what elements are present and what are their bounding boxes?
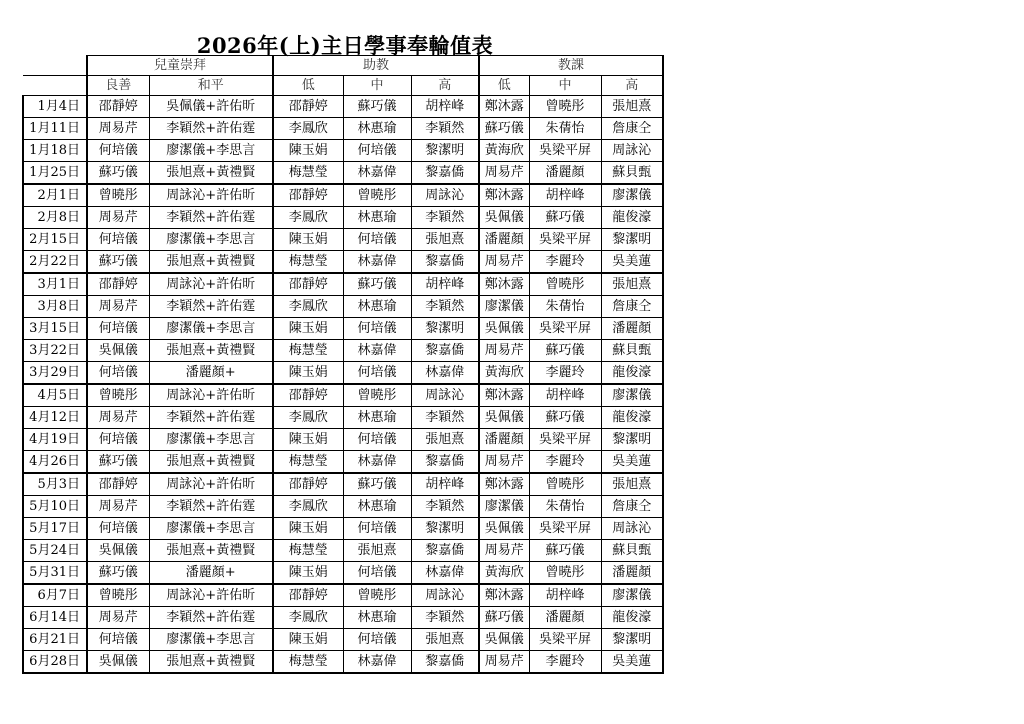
duty-cell: 廖潔儀+李思言 bbox=[149, 140, 273, 162]
duty-cell: 李穎然 bbox=[411, 496, 479, 518]
duty-cell: 林嘉偉 bbox=[343, 340, 411, 362]
duty-cell: 曾曉彤 bbox=[529, 562, 601, 585]
duty-cell: 潘麗顏 bbox=[529, 162, 601, 185]
duty-cell: 李穎然+許佑霆 bbox=[149, 407, 273, 429]
duty-cell: 吳美蓮 bbox=[601, 251, 663, 274]
duty-cell: 廖潔儀+李思言 bbox=[149, 229, 273, 251]
duty-cell: 龍俊濠 bbox=[601, 607, 663, 629]
table-row bbox=[23, 162, 663, 185]
duty-cell: 鄭沐露 bbox=[479, 384, 529, 407]
table-row bbox=[23, 496, 663, 518]
table-row bbox=[23, 451, 663, 474]
duty-cell: 林惠瑜 bbox=[343, 296, 411, 318]
duty-cell: 鄭沐露 bbox=[479, 473, 529, 496]
duty-cell: 梅慧瑩 bbox=[273, 251, 343, 274]
duty-cell: 朱蒨怡 bbox=[529, 118, 601, 140]
table-row bbox=[23, 429, 663, 451]
duty-cell: 何培儀 bbox=[87, 629, 149, 651]
duty-cell: 吳佩儀 bbox=[87, 651, 149, 674]
duty-cell: 蘇巧儀 bbox=[343, 273, 411, 296]
table-row bbox=[23, 118, 663, 140]
duty-cell: 潘麗顏 bbox=[601, 318, 663, 340]
duty-cell: 何培儀 bbox=[87, 362, 149, 385]
duty-cell: 邵靜婷 bbox=[273, 184, 343, 207]
header-sub-row bbox=[23, 76, 663, 96]
sub-header: 良善 bbox=[87, 76, 149, 96]
duty-cell: 李麗玲 bbox=[529, 451, 601, 474]
duty-cell: 胡梓峰 bbox=[411, 273, 479, 296]
table-row bbox=[23, 473, 663, 496]
date-cell: 1月18日 bbox=[23, 140, 87, 162]
duty-cell: 林嘉偉 bbox=[343, 651, 411, 674]
duty-cell: 吳美蓮 bbox=[601, 451, 663, 474]
duty-cell: 林嘉偉 bbox=[343, 251, 411, 274]
duty-cell: 邵靜婷 bbox=[87, 273, 149, 296]
duty-cell: 林惠瑜 bbox=[343, 207, 411, 229]
duty-cell: 蘇巧儀 bbox=[87, 162, 149, 185]
duty-cell: 曾曉彤 bbox=[343, 184, 411, 207]
duty-cell: 詹康仝 bbox=[601, 496, 663, 518]
table-row bbox=[23, 629, 663, 651]
duty-cell: 朱蒨怡 bbox=[529, 296, 601, 318]
duty-cell: 吳佩儀 bbox=[479, 318, 529, 340]
page-title: 2026年(上)主日學事奉輪值表 bbox=[196, 33, 494, 58]
duty-cell: 周易芹 bbox=[479, 451, 529, 474]
duty-cell: 梅慧瑩 bbox=[273, 340, 343, 362]
duty-cell: 張旭熹+黃禮賢 bbox=[149, 162, 273, 185]
duty-cell: 李穎然+許佑霆 bbox=[149, 118, 273, 140]
table-row bbox=[23, 340, 663, 362]
duty-cell: 鄭沐露 bbox=[479, 184, 529, 207]
duty-cell: 龍俊濠 bbox=[601, 207, 663, 229]
date-cell: 2月8日 bbox=[23, 207, 87, 229]
duty-cell: 胡梓峰 bbox=[411, 473, 479, 496]
duty-cell: 曾曉彤 bbox=[87, 184, 149, 207]
table-row bbox=[23, 318, 663, 340]
duty-cell: 廖潔儀 bbox=[479, 496, 529, 518]
duty-cell: 黎潔明 bbox=[601, 629, 663, 651]
duty-cell: 蘇貝甄 bbox=[601, 540, 663, 562]
duty-cell: 林嘉偉 bbox=[411, 562, 479, 585]
duty-cell: 梅慧瑩 bbox=[273, 540, 343, 562]
duty-cell: 張旭熹 bbox=[601, 96, 663, 118]
date-cell: 6月21日 bbox=[23, 629, 87, 651]
duty-cell: 張旭熹+黃禮賢 bbox=[149, 451, 273, 474]
duty-cell: 周詠沁+許佑昕 bbox=[149, 184, 273, 207]
duty-cell: 廖潔儀 bbox=[601, 584, 663, 607]
duty-cell: 黎潔明 bbox=[601, 429, 663, 451]
duty-cell: 周詠沁+許佑昕 bbox=[149, 273, 273, 296]
duty-cell: 李穎然+許佑霆 bbox=[149, 496, 273, 518]
table-row bbox=[23, 584, 663, 607]
duty-cell: 黎嘉僑 bbox=[411, 451, 479, 474]
duty-cell: 詹康仝 bbox=[601, 118, 663, 140]
duty-cell: 黎潔明 bbox=[411, 140, 479, 162]
duty-cell: 蘇巧儀 bbox=[343, 96, 411, 118]
duty-cell: 邵靜婷 bbox=[87, 96, 149, 118]
duty-cell: 吳佩儀+許佑昕 bbox=[149, 96, 273, 118]
duty-cell: 梅慧瑩 bbox=[273, 651, 343, 674]
duty-cell: 蘇巧儀 bbox=[479, 118, 529, 140]
duty-cell: 廖潔儀+李思言 bbox=[149, 629, 273, 651]
duty-cell: 李穎然 bbox=[411, 407, 479, 429]
sub-header: 中 bbox=[529, 76, 601, 96]
duty-cell: 曾曉彤 bbox=[87, 584, 149, 607]
duty-cell: 吳梁平屏 bbox=[529, 429, 601, 451]
duty-cell: 廖潔儀 bbox=[601, 384, 663, 407]
duty-cell: 蘇巧儀 bbox=[87, 451, 149, 474]
duty-cell: 邵靜婷 bbox=[273, 584, 343, 607]
date-cell: 1月25日 bbox=[23, 162, 87, 185]
duty-cell: 張旭熹 bbox=[601, 273, 663, 296]
duty-cell: 梅慧瑩 bbox=[273, 162, 343, 185]
duty-cell: 周詠沁+許佑昕 bbox=[149, 473, 273, 496]
duty-cell: 廖潔儀+李思言 bbox=[149, 429, 273, 451]
duty-cell: 陳玉娟 bbox=[273, 140, 343, 162]
duty-cell: 李鳳欣 bbox=[273, 496, 343, 518]
duty-cell: 何培儀 bbox=[343, 140, 411, 162]
table-row bbox=[23, 607, 663, 629]
duty-cell: 吳佩儀 bbox=[87, 340, 149, 362]
duty-cell: 何培儀 bbox=[343, 362, 411, 385]
duty-cell: 周詠沁+許佑昕 bbox=[149, 384, 273, 407]
duty-cell: 詹康仝 bbox=[601, 296, 663, 318]
date-cell: 6月28日 bbox=[23, 651, 87, 674]
duty-cell: 張旭熹 bbox=[411, 629, 479, 651]
duty-cell: 曾曉彤 bbox=[343, 584, 411, 607]
table-row bbox=[23, 251, 663, 274]
duty-cell: 邵靜婷 bbox=[87, 473, 149, 496]
duty-cell: 黎嘉僑 bbox=[411, 251, 479, 274]
date-cell: 4月12日 bbox=[23, 407, 87, 429]
duty-cell: 林惠瑜 bbox=[343, 407, 411, 429]
duty-cell: 廖潔儀+李思言 bbox=[149, 518, 273, 540]
duty-cell: 何培儀 bbox=[87, 518, 149, 540]
date-cell: 4月26日 bbox=[23, 451, 87, 474]
table-row bbox=[23, 229, 663, 251]
duty-cell: 吳梁平屏 bbox=[529, 518, 601, 540]
duty-cell: 蘇巧儀 bbox=[529, 540, 601, 562]
group-teaching: 教課 bbox=[479, 56, 663, 76]
duty-cell: 黎潔明 bbox=[411, 518, 479, 540]
duty-cell: 李鳳欣 bbox=[273, 607, 343, 629]
duty-cell: 潘麗顏 bbox=[479, 229, 529, 251]
duty-cell: 張旭熹 bbox=[411, 229, 479, 251]
duty-cell: 胡梓峰 bbox=[529, 584, 601, 607]
group-assistant: 助教 bbox=[273, 56, 479, 76]
duty-cell: 陳玉娟 bbox=[273, 229, 343, 251]
duty-cell: 林惠瑜 bbox=[343, 118, 411, 140]
duty-cell: 何培儀 bbox=[343, 429, 411, 451]
duty-cell: 李穎然+許佑霆 bbox=[149, 207, 273, 229]
duty-cell: 何培儀 bbox=[343, 629, 411, 651]
sub-header: 高 bbox=[411, 76, 479, 96]
duty-cell: 周易芹 bbox=[87, 407, 149, 429]
duty-cell: 黃海欣 bbox=[479, 140, 529, 162]
date-cell: 4月19日 bbox=[23, 429, 87, 451]
duty-cell: 黎潔明 bbox=[601, 229, 663, 251]
duty-cell: 何培儀 bbox=[87, 229, 149, 251]
duty-cell: 周易芹 bbox=[87, 607, 149, 629]
duty-cell: 黎潔明 bbox=[411, 318, 479, 340]
duty-cell: 周易芹 bbox=[479, 651, 529, 674]
duty-cell: 黎嘉僑 bbox=[411, 162, 479, 185]
duty-cell: 蘇巧儀 bbox=[343, 473, 411, 496]
duty-cell: 黎嘉僑 bbox=[411, 651, 479, 674]
date-cell: 6月14日 bbox=[23, 607, 87, 629]
duty-cell: 周詠沁 bbox=[411, 384, 479, 407]
date-cell: 5月3日 bbox=[23, 473, 87, 496]
duty-cell: 李鳳欣 bbox=[273, 296, 343, 318]
duty-cell: 蘇巧儀 bbox=[529, 207, 601, 229]
date-cell: 3月22日 bbox=[23, 340, 87, 362]
duty-cell: 龍俊濠 bbox=[601, 407, 663, 429]
duty-cell: 黃海欣 bbox=[479, 362, 529, 385]
duty-cell: 梅慧瑩 bbox=[273, 451, 343, 474]
duty-cell: 曾曉彤 bbox=[529, 273, 601, 296]
duty-cell: 吳梁平屏 bbox=[529, 629, 601, 651]
duty-cell: 何培儀 bbox=[87, 140, 149, 162]
duty-cell: 廖潔儀 bbox=[601, 184, 663, 207]
duty-cell: 吳梁平屏 bbox=[529, 140, 601, 162]
duty-cell: 周詠沁 bbox=[411, 584, 479, 607]
duty-cell: 曾曉彤 bbox=[87, 384, 149, 407]
duty-cell: 周詠沁 bbox=[601, 518, 663, 540]
date-cell: 1月4日 bbox=[23, 96, 87, 118]
duty-cell: 周易芹 bbox=[87, 118, 149, 140]
table-row bbox=[23, 184, 663, 207]
duty-cell: 陳玉娟 bbox=[273, 429, 343, 451]
duty-cell: 潘麗顏+ bbox=[149, 362, 273, 385]
duty-cell: 何培儀 bbox=[87, 429, 149, 451]
duty-cell: 李穎然+許佑霆 bbox=[149, 296, 273, 318]
duty-cell: 蘇巧儀 bbox=[87, 562, 149, 585]
duty-cell: 潘麗顏 bbox=[479, 429, 529, 451]
table-row bbox=[23, 518, 663, 540]
table-row bbox=[23, 562, 663, 585]
duty-cell: 邵靜婷 bbox=[273, 96, 343, 118]
duty-cell: 陳玉娟 bbox=[273, 562, 343, 585]
duty-cell: 李穎然 bbox=[411, 118, 479, 140]
duty-cell: 李穎然 bbox=[411, 207, 479, 229]
duty-cell: 周易芹 bbox=[87, 207, 149, 229]
date-cell: 3月29日 bbox=[23, 362, 87, 385]
duty-cell: 陳玉娟 bbox=[273, 629, 343, 651]
table-row bbox=[23, 96, 663, 118]
table-row bbox=[23, 362, 663, 385]
duty-cell: 周詠沁 bbox=[411, 184, 479, 207]
duty-cell: 周易芹 bbox=[479, 540, 529, 562]
duty-cell: 吳美蓮 bbox=[601, 651, 663, 674]
date-cell: 6月7日 bbox=[23, 584, 87, 607]
table-row bbox=[23, 296, 663, 318]
duty-cell: 胡梓峰 bbox=[529, 184, 601, 207]
table-row bbox=[23, 384, 663, 407]
header-corner bbox=[23, 76, 87, 96]
duty-cell: 張旭熹 bbox=[343, 540, 411, 562]
duty-cell: 吳佩儀 bbox=[479, 207, 529, 229]
duty-cell: 曾曉彤 bbox=[343, 384, 411, 407]
date-cell: 3月8日 bbox=[23, 296, 87, 318]
duty-cell: 胡梓峰 bbox=[411, 96, 479, 118]
table-row bbox=[23, 407, 663, 429]
duty-cell: 蘇巧儀 bbox=[529, 407, 601, 429]
duty-cell: 吳佩儀 bbox=[479, 629, 529, 651]
duty-cell: 張旭熹+黃禮賢 bbox=[149, 251, 273, 274]
duty-cell: 周易芹 bbox=[87, 496, 149, 518]
duty-cell: 張旭熹 bbox=[601, 473, 663, 496]
date-cell: 2月15日 bbox=[23, 229, 87, 251]
duty-cell: 吳佩儀 bbox=[87, 540, 149, 562]
duty-cell: 李鳳欣 bbox=[273, 207, 343, 229]
duty-cell: 李鳳欣 bbox=[273, 118, 343, 140]
duty-cell: 陳玉娟 bbox=[273, 318, 343, 340]
duty-cell: 蘇巧儀 bbox=[479, 607, 529, 629]
duty-cell: 鄭沐露 bbox=[479, 273, 529, 296]
date-cell: 2月22日 bbox=[23, 251, 87, 274]
duty-cell: 林嘉偉 bbox=[343, 451, 411, 474]
duty-cell: 蘇巧儀 bbox=[87, 251, 149, 274]
duty-cell: 陳玉娟 bbox=[273, 362, 343, 385]
duty-cell: 何培儀 bbox=[343, 518, 411, 540]
duty-cell: 周易芹 bbox=[479, 340, 529, 362]
duty-cell: 吳梁平屏 bbox=[529, 318, 601, 340]
duty-cell: 何培儀 bbox=[343, 229, 411, 251]
table-row bbox=[23, 140, 663, 162]
sub-header: 和平 bbox=[149, 76, 273, 96]
duty-cell: 邵靜婷 bbox=[273, 473, 343, 496]
duty-cell: 黃海欣 bbox=[479, 562, 529, 585]
date-cell: 5月17日 bbox=[23, 518, 87, 540]
duty-cell: 林惠瑜 bbox=[343, 607, 411, 629]
duty-cell: 周易芹 bbox=[479, 162, 529, 185]
duty-cell: 吳梁平屏 bbox=[529, 229, 601, 251]
duty-cell: 吳佩儀 bbox=[479, 407, 529, 429]
duty-cell: 曾曉彤 bbox=[529, 96, 601, 118]
duty-cell: 鄭沐露 bbox=[479, 96, 529, 118]
table-row bbox=[23, 540, 663, 562]
duty-roster-table bbox=[22, 55, 664, 674]
duty-cell: 張旭熹 bbox=[411, 429, 479, 451]
sub-header: 低 bbox=[273, 76, 343, 96]
duty-cell: 李鳳欣 bbox=[273, 407, 343, 429]
duty-cell: 潘麗顏 bbox=[529, 607, 601, 629]
duty-cell: 蘇貝甄 bbox=[601, 340, 663, 362]
duty-cell: 龍俊濠 bbox=[601, 362, 663, 385]
duty-cell: 蘇貝甄 bbox=[601, 162, 663, 185]
duty-cell: 何培儀 bbox=[343, 318, 411, 340]
duty-cell: 張旭熹+黃禮賢 bbox=[149, 540, 273, 562]
duty-cell: 周易芹 bbox=[87, 296, 149, 318]
group-children-worship: 兒童崇拜 bbox=[87, 56, 273, 76]
duty-cell: 廖潔儀 bbox=[479, 296, 529, 318]
duty-cell: 林嘉偉 bbox=[343, 162, 411, 185]
duty-cell: 廖潔儀+李思言 bbox=[149, 318, 273, 340]
duty-cell: 朱蒨怡 bbox=[529, 496, 601, 518]
date-cell: 5月10日 bbox=[23, 496, 87, 518]
duty-cell: 邵靜婷 bbox=[273, 273, 343, 296]
duty-cell: 吳佩儀 bbox=[479, 518, 529, 540]
table-row bbox=[23, 273, 663, 296]
duty-cell: 鄭沐露 bbox=[479, 584, 529, 607]
duty-cell: 李穎然 bbox=[411, 607, 479, 629]
duty-cell: 李麗玲 bbox=[529, 362, 601, 385]
sub-header: 中 bbox=[343, 76, 411, 96]
duty-cell: 周詠沁 bbox=[601, 140, 663, 162]
duty-cell: 李穎然 bbox=[411, 296, 479, 318]
date-cell: 4月5日 bbox=[23, 384, 87, 407]
duty-cell: 邵靜婷 bbox=[273, 384, 343, 407]
duty-cell: 胡梓峰 bbox=[529, 384, 601, 407]
date-cell: 3月15日 bbox=[23, 318, 87, 340]
header-group-row bbox=[23, 56, 663, 76]
duty-cell: 曾曉彤 bbox=[529, 473, 601, 496]
duty-cell: 蘇巧儀 bbox=[529, 340, 601, 362]
sub-header: 高 bbox=[601, 76, 663, 96]
date-cell: 5月24日 bbox=[23, 540, 87, 562]
date-cell: 3月1日 bbox=[23, 273, 87, 296]
duty-cell: 陳玉娟 bbox=[273, 518, 343, 540]
duty-cell: 周詠沁+許佑昕 bbox=[149, 584, 273, 607]
duty-cell: 何培儀 bbox=[343, 562, 411, 585]
duty-cell: 李麗玲 bbox=[529, 651, 601, 674]
duty-cell: 黎嘉僑 bbox=[411, 340, 479, 362]
table-row bbox=[23, 651, 663, 674]
duty-cell: 張旭熹+黃禮賢 bbox=[149, 340, 273, 362]
duty-cell: 張旭熹+黃禮賢 bbox=[149, 651, 273, 674]
duty-cell: 李麗玲 bbox=[529, 251, 601, 274]
header-corner bbox=[23, 56, 87, 76]
duty-cell: 何培儀 bbox=[87, 318, 149, 340]
sub-header: 低 bbox=[479, 76, 529, 96]
duty-cell: 黎嘉僑 bbox=[411, 540, 479, 562]
date-cell: 1月11日 bbox=[23, 118, 87, 140]
duty-cell: 林惠瑜 bbox=[343, 496, 411, 518]
duty-cell: 潘麗顏 bbox=[601, 562, 663, 585]
date-cell: 5月31日 bbox=[23, 562, 87, 585]
duty-cell: 李穎然+許佑霆 bbox=[149, 607, 273, 629]
table-row bbox=[23, 207, 663, 229]
duty-cell: 周易芹 bbox=[479, 251, 529, 274]
duty-cell: 潘麗顏+ bbox=[149, 562, 273, 585]
date-cell: 2月1日 bbox=[23, 184, 87, 207]
duty-cell: 林嘉偉 bbox=[411, 362, 479, 385]
